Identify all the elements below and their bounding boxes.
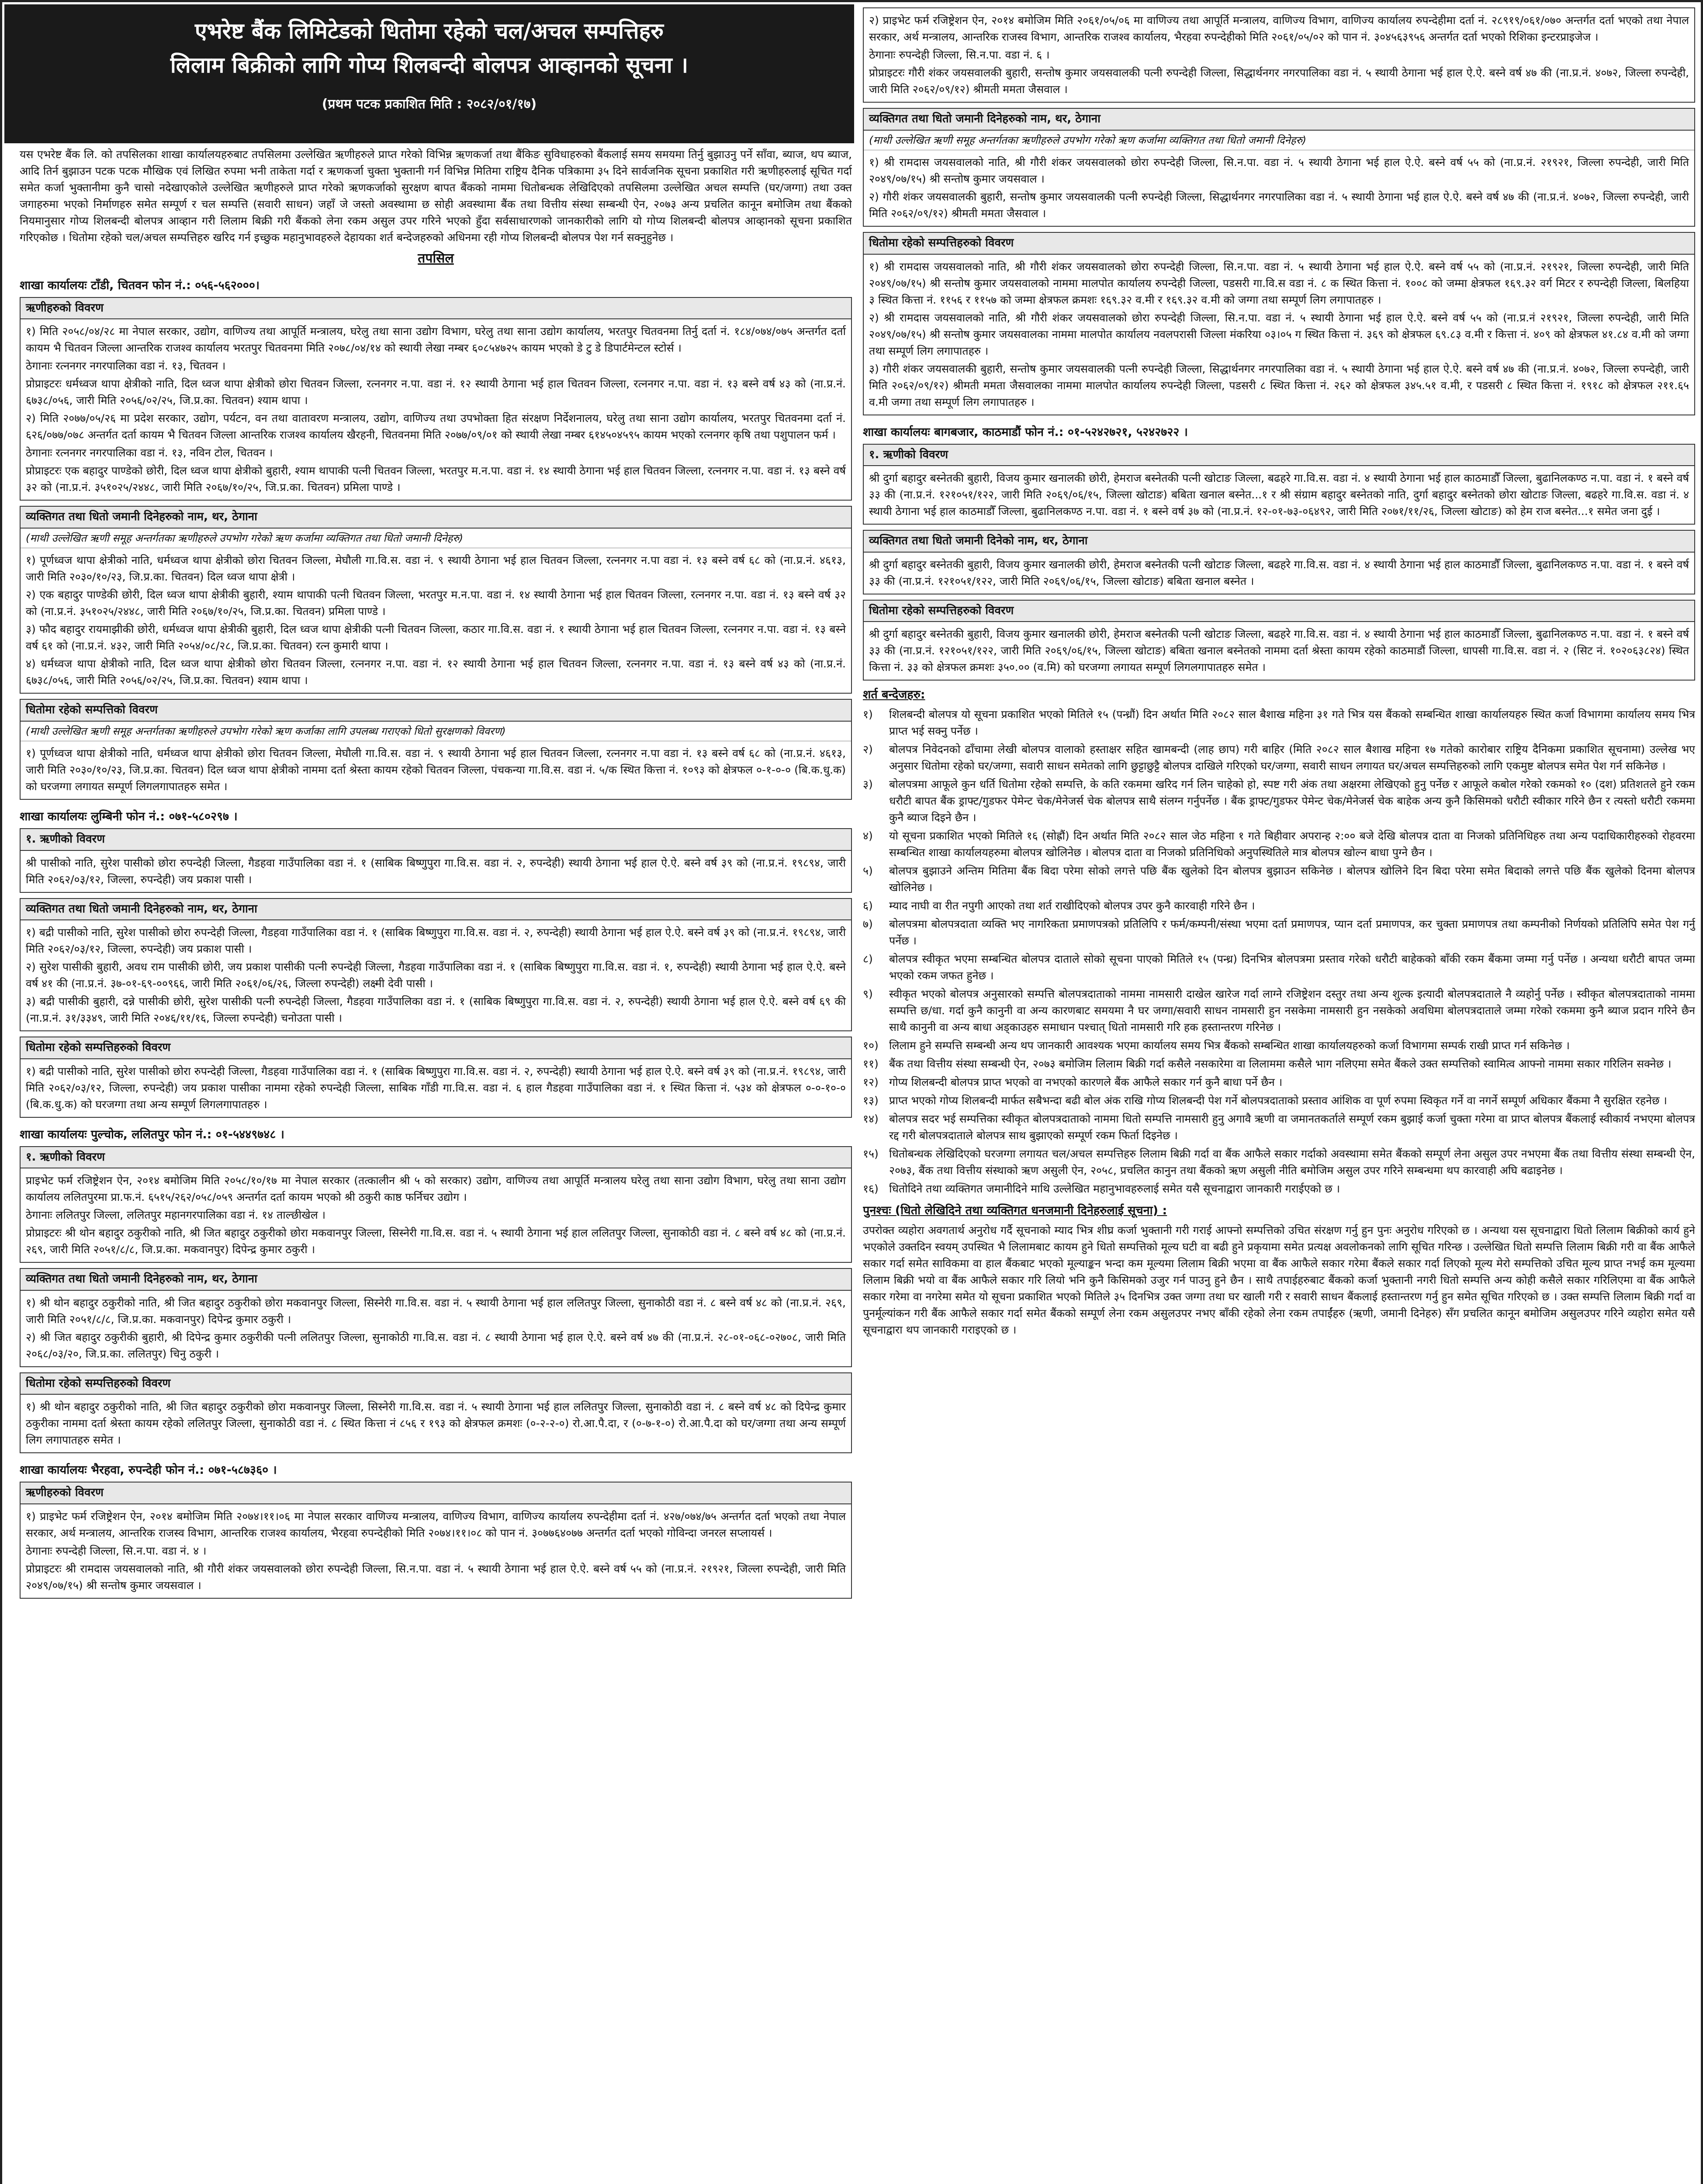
condition-text: बोलपत्र निवेदनको ढाँचामा लेखी बोलपत्र वालाको हस्ताक्षर सहित खामबन्दी (लाह छाप) गरी बाहिर (मिति २०८२ साल बैशाख महिना १७ गतेको कारोबार राष्ट्रिय दैनिकमा प्रकाशित सूचनामा) उल्लेख भए अनुसार धितोमा रहेको घर/जग्गा, सवारी साधन समेतको लागि छुट्टाछुट्टै बोलपत्र दाखिले गरिएको घर/जग्गा, सवारी साधन लगायत घर/अचल सम्पत्तिहरुको लागि एकमुष्ट बोलपत्र समेत पेश गर्न सकिनेछ । bbox=[889, 743, 1695, 773]
guarantor-box bbox=[863, 530, 1695, 594]
condition-item bbox=[863, 741, 1695, 774]
list-item: प्रोप्राइटरः गौरी शंकर जयसवालकी बुहारी, सन्तोष कुमार जयसवालकी पत्नी रुपन्देही जिल्ला, सिद्धार्थनगर नगरपालिका वडा नं. ५ स्थायी ठेगाना भई हाल ऐ.ऐ. बस्ने वर्ष ४७ की (ना.प्र.नं. ४०७२, जिल्ला रुपन्देही, जारी मिति २०६२/०९/१२) श्रीमती ममता जैसवाल । bbox=[869, 66, 1689, 96]
list-item: १) श्री रामदास जयसवालको नाति, श्री गौरी शंकर जयसवालको छोरा रुपन्देही जिल्ला, सि.न.पा. वडा नं. ५ स्थायी ठेगाना भई हाल ऐ.ऐ. बस्ने वर्ष ५५ को (ना.प्र.नं. २१९२१, जिल्ला रुपन्देही, जारी मिति २०४९/०७/१५) श्री सन्तोष कुमार जयसवालको नाममा मालपोत कार्यालय रुपन्देही जिल्ला, पडसरी गा.वि.स वडा नं. ८ क स्थित कित्ता नं. १००८ को जम्मा क्षेत्रफल १६९.३२ वर्ग मिटर र रुपन्देही जिल्ला, बिलहिया ३ स्थित कित्ता नं. ११५६ र ११५७ को जम्मा क्षेत्रफल क्रमशः १६९.३२ व.मी र १६९.३२ व.मी को जग्गा तथा सम्पूर्ण लिग लगापातहरु । bbox=[869, 260, 1689, 306]
condition-item bbox=[863, 1056, 1695, 1072]
list-item: प्रोप्राइटरः श्री थोन बहादुर ठकुरीको नाति, श्री जित बहादुर ठकुरीको छोरा मकवानपुर जिल्ला, सिस्नेरी गा.वि.स. वडा नं. ५ स्थायी ठेगाना भई हाल ललितपुर जिल्ला, सुनाकोठी वडा नं. ८ बस्ने वर्ष ४८ को (ना.प्र.नं. २६९, जारी मिति २०५१/८/८, जि.प्र.का. मकवानपुर) दिपेन्द्र कुमार ठकुरी । bbox=[26, 1227, 846, 1256]
list-item: २) श्री रामदास जयसवालको नाति, श्री गौरी शंकर जयसवालको छोरा रुपन्देही जिल्ला, सि.न.पा. वडा नं. ५ स्थायी ठेगाना भई हाल ऐ.ऐ. बस्ने वर्ष ५५ को (ना.प्र.नं २१९२१, जिल्ला रुपन्देही, जारी मिति २०४९/०७/१५) श्री सन्तोष कुमार जयसवालका नाममा मालपोत कार्यालय नवलपरासी जिल्ला मंकरिया ०३।०५ ग स्थित कित्ता नं. ३६९ को क्षेत्रफल ६९.८३ व.मी र कित्ता नं. ४०९ को क्षेत्रफल ४१.८४ व.मी को जग्गा तथा सम्पूर्ण लिग लगापातहरु । bbox=[869, 311, 1689, 357]
guarantor-box bbox=[863, 108, 1695, 227]
list-item: प्रोप्राइटरः धर्मध्वज थापा क्षेत्रीको नाति, दिल ध्वज थापा क्षेत्रीको छोरा चितवन जिल्ला, रत्ननगर न.पा. वडा नं. १२ स्थायी ठेगाना भई हाल चितवन जिल्ला, रत्ननगर न.पा. वडा नं. १३ बस्ने वर्ष ४३ को (ना.प्र.नं. ६७३८/०५६, जारी मिति २०५६/०२/२५, जि.प्र.का. चितवन) श्याम थापा । bbox=[26, 377, 846, 407]
final-note-heading: पुनश्चः (धितो लेखिदिने तथा व्यक्तिगत धनजमानी दिनेहरुलाई सूचना) : bbox=[863, 1204, 1167, 1218]
borrower-box bbox=[20, 297, 852, 501]
condition-text: लिलाम हुने सम्पत्ति सम्बन्धी अन्य थप जानकारी आवश्यक भएमा कार्यालय समय भित्र बैंकको सम्बन्धित शाखा कार्यालयहरुको कर्जा विभागमा सम्पर्क राखी प्राप्त गर्न सकिनेछ । bbox=[889, 1039, 1570, 1052]
box-note: (माथी उल्लेखित ऋणी समूह अन्तर्गतका ऋणीहरुले उपभोग गरेको ऋण कर्जाका लागि उपलब्ध गराएको धितो सुरक्षणको विवरण) bbox=[21, 722, 851, 741]
box-heading: ऋणीहरुको विवरण bbox=[21, 298, 851, 320]
list-item: १) पूर्णध्वज थापा क्षेत्रीको नाति, धर्मध्वज थापा क्षेत्रीको छोरा चितवन जिल्ला, मेघौली गा.वि.स. वडा नं. ९ स्थायी ठेगाना भई हाल चितवन जिल्ला, रत्ननगर न.पा वडा नं. १३ बस्ने वर्ष ६८ को (ना.प्र.नं. ४६१३, जारी मिति २०३०/१०/२३, जि.प्र.का. चितवन) दिल ध्वज थापा क्षेत्री । bbox=[26, 554, 846, 584]
condition-text: बैंक तथा वित्तीय संस्था सम्बन्धी ऐन, २०७३ बमोजिम लिलाम बिक्री गर्दा कसैले नसकारेमा वा लिलाममा कसैले भाग नलिएमा समेत बैंकले उक्त सम्पत्तिको स्वामित्व आफ्नो नाममा सकार गरिलिन सक्नेछ । bbox=[889, 1057, 1672, 1071]
list-item: प्रोप्राइटरः श्री रामदास जयसवालको नाति, श्री गौरी शंकर जयसवालको छोरा रुपन्देही जिल्ला, सि.न.पा. वडा नं. ५ स्थायी ठेगाना भई हाल ऐ.ऐ. बस्ने वर्ष ५५ को (ना.प्र.नं. २१९२१, जिल्ला रुपन्देही, जारी मिति २०४९/०७/१५) श्री सन्तोष कुमार जयसवाल । bbox=[26, 1562, 846, 1592]
list-item: ३) फौद बहादुर रायमाझीकी छोरी, धर्मध्वज थापा क्षेत्रीकी बुहारी, दिल ध्वज थापा क्षेत्रीकी पत्नी चितवन जिल्ला, कठार गा.वि.स. वडा नं. १ स्थायी ठेगाना भई हाल चितवन जिल्ला, रत्ननगर न.पा. वडा नं. १३ बस्ने वर्ष ६१ को (ना.प्र.नं. ४३२, जारी मिति २०५४/०८/२८, जि.प्र.का. चितवन) रत्न कुमारी थापा । bbox=[26, 623, 846, 653]
list-item: १) श्री रामदास जयसवालको नाति, श्री गौरी शंकर जयसवालको छोरा रुपन्देही जिल्ला, सि.न.पा. वडा नं. ५ स्थायी ठेगाना भई हाल ऐ.ऐ. बस्ने वर्ष ५५ को (ना.प्र.नं. २१९२१, जिल्ला रुपन्देही, जारी मिति २०४९/०७/१५) श्री सन्तोष कुमार जयसवाल । bbox=[869, 156, 1689, 185]
box-heading: व्यक्तिगत तथा धितो जमानी दिनेहरुको नाम, थर, ठेगाना bbox=[21, 1269, 851, 1291]
condition-number: ११) bbox=[863, 1057, 879, 1071]
condition-text: बोलपत्र बुझाउने अन्तिम मितिमा बैंक बिदा परेमा सोको लगत्ते पछि बैंक खुलेको दिन बोलपत्र बुझाउन सकिनेछ । बोलपत्र खोलिने दिन बिदा परेमा समेत बिदाको लगत्ते पछि बैंक खुलेको दिनमा बोलपत्र खोलिनेछ । bbox=[889, 864, 1695, 894]
list-item: १) बद्री पासीको नाति, सुरेश पासीको छोरा रुपन्देही जिल्ला, गैडहवा गाउँपालिका वडा नं. १ (साबिक बिष्णुपुरा गा.वि.स. वडा नं. २, रुपन्देही) स्थायी ठेगाना भई हाल ऐ.ऐ. बस्ने वर्ष ३९ को (ना.प्र.नं. १९८९४, जारी मिति २०६२/०३/१२, जिल्ला, रुपन्देही) जय प्रकाश पासीका नाममा रहेको रुपन्देही जिल्ला, साबिक गाँडी गा.वि.स. वडा नं. ६ हाल गैडहवा गाउँपालिका वडा नं. १ स्थित कित्ता नं. ५३४ को क्षेत्रफल ०-०-१०-० (बि.क.धु.क) को घरजग्गा तथा अन्य सम्पूर्ण लिगलगापातहरु । bbox=[26, 1064, 846, 1111]
list-item: १) मिति २०५८/०४/२८ मा नेपाल सरकार, उद्योग, वाणिज्य तथा आपूर्ति मन्त्रालय, घरेलु तथा साना उद्योग विभाग, घरेलु तथा साना उद्योग कार्यालय, भरतपुर चितवनमा तिर्नु दर्ता नं. १८४/०७४/०७५ अन्तर्गत दर्ता कायम भै चितवन जिल्ला आन्तरिक राजश्व कार्यालय भरतपुर चितवनमा मिति २०७८/०४/१४ को स्थायी लेखा नम्बर ६०८५४७२५ कायम भएको डे टु डे डिपार्टमेन्टल स्टोर्स । bbox=[26, 325, 846, 355]
guarantor-box bbox=[20, 1268, 852, 1367]
condition-text: गोप्य शिलबन्दी बोलपत्र प्राप्त भएको वा नभएको कारणले बैंक आफैले सकार गर्न कुनै बाधा पर्ने छैन । bbox=[889, 1076, 1283, 1089]
condition-number: १६) bbox=[863, 1182, 879, 1196]
box-heading: व्यक्तिगत तथा धितो जमानी दिनेहरुको नाम, थर, ठेगाना bbox=[21, 899, 851, 921]
condition-text: यो सूचना प्रकाशित भएको मितिले १६ (सोह्रौं) दिन अर्थात मिति २०८२ साल जेठ महिना १ गते बिहीवार अपरान्ह २:०० बजे देखि बोलपत्र दाता वा निजको प्रतिनिधिहरु तथा अन्य पदाधिकारीहरुको रोहवरमा सम्बन्धित शाखा कार्यालयहरुमा बोलपत्र खोलिनेछ । बोलपत्र दाता वा निजको प्रतिनिधिको अनुपस्थितिले मात्र बोलपत्र खोल्न बाधा पुग्ने छैन । bbox=[889, 829, 1695, 859]
condition-text: बोलपत्रमा आफूले कुन धर्ति धितोमा रहेको सम्पत्ति, के कति रकममा खरिद गर्न लिन चाहेको हो, स्पष्ट गरी अंक तथा अक्षरमा लेखिएको हुनु पर्नेछ र आफूले कबोल गरेको रकमको १० (दश) प्रतिशतले हुने रकम धरौटी बापत बैंक ड्राफ्ट/गुडफर पेमेन्ट चेक/मेनेजर्स चेक बोलपत्र साथै संलग्न गर्नुपर्नेछ । बैंक ड्राफ्ट/गुडफर पेमेन्ट चेक/मेनेजर्स चेक बाहेक अन्य कुनै किसिमको धरौटी स्वीकार गरिने छैन र त्यस्तो धरौटी रकममा कुनै ब्याज दिइने छैन । bbox=[889, 778, 1695, 824]
condition-text: बोलपत्र स्वीकृत भएमा सम्बन्धित बोलपत्र दाताले सोको सूचना पाएको मितिले १५ (पन्ध्र) दिनभित्र बोलपत्रमा प्रस्ताव गरेको धरौटी बाहेकको बाँकी रकम बैंकमा जम्मा गर्नु पर्नेछ । अन्यथा धरौटी बापत जम्मा भएको रकम जफत हुनेछ । bbox=[889, 953, 1695, 982]
condition-item bbox=[863, 776, 1695, 826]
list-item: ठेगानाः रत्ननगर नगरपालिका वडा नं. १३, चितवन । bbox=[26, 359, 226, 373]
borrower-box bbox=[20, 1482, 852, 1599]
condition-item bbox=[863, 1111, 1695, 1144]
tapsil-heading: तपसिल bbox=[418, 251, 454, 266]
list-item: श्री दुर्गा बहादुर बस्नेतकी बुहारी, विजय कुमार खनालकी छोरी, हेमराज बस्नेतकी पत्नी खोटाङ जिल्ला, बढहरे गा.वि.स. वडा नं. ४ स्थायी ठेगाना भई हाल काठमाडौँ जिल्ला, बुढानिलकण्ठ न.पा. वडा नं. १ बस्ने वर्ष ३३ की (ना.प्र.नं. १२१०५१/१२२, जारी मिति २०६९/०६/१५, जिल्ला खोटाङ) बबिता खनाल बस्नेत...१ र श्री संग्राम बहादुर बस्नेतको नाति, दुर्गा बहादुर बस्नेतको छोरा खोटाङ जिल्ला, बढहरे गा.वि.स. वडा नं. ४ स्थायी ठेगाना भई हाल काठमाडौँ जिल्ला, बुढानिलकण्ठ न.पा. वडा नं. १ बस्ने वर्ष ३७ को (ना.प्र.नं. १२-०१-७३-०६४९२, जारी मिति २०७१/११/२६, जिल्ला खोटाङ) को हेम राज बस्नेत...१ समेत जना दुई । bbox=[869, 472, 1689, 518]
condition-number: ९) bbox=[863, 988, 873, 1001]
condition-item bbox=[863, 951, 1695, 984]
condition-number: ८) bbox=[863, 953, 873, 966]
condition-number: ४) bbox=[863, 829, 873, 843]
list-item: ठेगानाः रुपन्देही जिल्ला, सि.न.पा. वडा नं. ६ । bbox=[869, 48, 1050, 61]
list-item: श्री पासीको नाति, सुरेश पासीको छोरा रुपन्देही जिल्ला, गैडहवा गाउँपालिका वडा नं. १ (साबिक बिष्णुपुरा गा.वि.स. वडा नं. २, रुपन्देही) स्थायी ठेगाना भई हाल ऐ.ऐ. बस्ने वर्ष ३९ को (ना.प्र.नं. १९८९४, जारी मिति २०६२/०३/१२, जिल्ला, रुपन्देही) जय प्रकाश पासी । bbox=[26, 856, 846, 886]
box-heading: व्यक्तिगत तथा धितो जमानी दिनेहरुको नाम, थर, ठेगाना bbox=[864, 109, 1694, 131]
conditions-heading: शर्त बन्देजहरु: bbox=[863, 688, 925, 702]
condition-item bbox=[863, 1181, 1695, 1197]
list-item: २) श्री जित बहादुर ठकुरीकी बुहारी, श्री दिपेन्द्र कुमार ठकुरीकी पत्नी ललितपुर जिल्ला, सुनाकोठी गा.वि.स. वडा नं. ८ स्थायी ठेगाना भई हाल ऐ.ऐ. बस्ने वर्ष ४७ की (ना.प्र.नं. २८-०१-०६८-०२७०८, जारी मिति २०६८/०३/२०, जि.प्र.का. ललितपुर) चिनु ठकुरी । bbox=[26, 1330, 846, 1360]
conditions-list bbox=[863, 706, 1695, 1197]
box-heading: व्यक्तिगत तथा धितो जमानी दिनेको नाम, थर, ठेगाना bbox=[864, 531, 1694, 553]
branch-title: शाखा कार्यालयः भैरहवा, रुपन्देही फोन नं.: ०७१-५८७३६० । bbox=[20, 1463, 277, 1477]
condition-item bbox=[863, 1074, 1695, 1091]
borrower-box bbox=[863, 444, 1695, 525]
list-item: १) श्री थोन बहादुर ठकुरीको नाति, श्री जित बहादुर ठकुरीको छोरा मकवानपुर जिल्ला, सिस्नेरी गा.वि.स. वडा नं. ५ स्थायी ठेगाना भई हाल ललितपुर जिल्ला, सुनाकोठी वडा नं. ८ बस्ने वर्ष ४८ को (ना.प्र.नं. २६९, जारी मिति २०५१/८/८, जि.प्र.का. मकवानपुर) दिपेन्द्र कुमार ठकुरी । bbox=[26, 1296, 846, 1326]
condition-number: १३) bbox=[863, 1094, 879, 1107]
box-heading: धितोमा रहेको सम्पत्तिहरुको विवरण bbox=[864, 233, 1694, 255]
list-item: १) पूर्णध्वज थापा क्षेत्रीको नाति, धर्मध्वज थापा क्षेत्रीको छोरा चितवन जिल्ला, मेघौली गा.वि.स. वडा नं. ९ स्थायी ठेगाना भई हाल चितवन जिल्ला, रत्ननगर न.पा वडा नं. १३ बस्ने वर्ष ६८ को (ना.प्र.नं. ४६१३, जारी मिति २०३०/१०/२३, जि.प्र.का. चितवन) दिल ध्वज थापा क्षेत्रीको नाममा दर्ता श्रेस्ता कायम रहेको चितवन जिल्ला, पंचकन्या गा.वि.स. वडा नं. ५/क स्थित कित्ता नं. १०९३ को क्षेत्रफल ०-१-०-० (बि.क.धु.क) को घरजग्गा लगायत सम्पूर्ण लिगलगापातहरु समेत । bbox=[26, 747, 846, 793]
condition-text: स्वीकृत भएको बोलपत्र अनुसारको सम्पत्ति बोलपत्रदाताको नाममा नामसारी दाखेल खारेज गर्दा लाग्ने रजिष्ट्रेशन दस्तुर तथा अन्य शुल्क इत्यादी बोलपत्रदाताले नै व्यहोर्नु पर्नेछ । स्वीकृत बोलपत्रदाताको नाममा सम्पत्ति छ/धा. गर्दा कुनै कानुनी वा अन्य कारणबाट समयमा नै घर जग्गा/सवारी साधन नामसारी हुन नसकेमा नामसारी हुन नसकेको अवधिमा बोलपत्रदाताले जम्मा गरेको रकममा कुनै ब्याज प्रदान गरिने छैन साथै कानुनी वा अन्य बाधा अड्काउहरु समाधान पश्चात् धितो नामसारी गरि हक हस्तान्तरण गरिनेछ । bbox=[889, 988, 1695, 1034]
condition-item bbox=[863, 1146, 1695, 1179]
condition-number: १०) bbox=[863, 1039, 879, 1052]
box-heading: धितोमा रहेको सम्पत्तिको विवरण bbox=[21, 700, 851, 722]
box-heading: धितोमा रहेको सम्पत्तिहरुको विवरण bbox=[864, 601, 1694, 622]
list-item: प्रोप्राइटरः एक बहादुर पाण्डेको छोरी, दिल ध्वज थापा क्षेत्रीको बुहारी, श्याम थापाकी पत्नी चितवन जिल्ला, भरतपुर म.न.पा. वडा नं. १४ स्थायी ठेगाना भई हाल चितवन जिल्ला, रत्ननगर न.पा. वडा नं. १३ बस्ने वर्ष ३२ को (ना.प्र.नं. ३५१०२५/२४४८, जारी मिति २०६७/१०/२५, जि.प्र.का. चितवन) प्रमिला पाण्डे । bbox=[26, 464, 846, 494]
list-item: २) मिति २०७७/०५/२६ मा प्रदेश सरकार, उद्योग, पर्यटन, वन तथा वातावरण मन्त्रालय, उद्योग, वाणिज्य तथा उपभोक्ता हित संरक्षण निर्देशनालय, घरेलु तथा साना उद्योग कार्यालय, भरतपुर चितवनमा दर्ता नं. ६२६/०७७/०७८ अन्तर्गत दर्ता कायम भै चितवन जिल्ला आन्तरिक राजश्व कार्यालय खैरहनी, चितवनमा मिति २०७७/०९/०१ को स्थायी लेखा नम्बर ६१४५०४५९५ कायम भएको रत्ननगर कृषि तथा पशुपालन फर्म । bbox=[26, 412, 846, 442]
right-column bbox=[863, 7, 1695, 2184]
list-item: ठेगानाः ललितपुर जिल्ला, ललितपुर महानगरपालिका वडा नं. १४ ताल्छीखेल । bbox=[26, 1209, 326, 1222]
box-heading: १. ऋणीको विवरण bbox=[21, 1147, 851, 1169]
branch-title: शाखा कार्यालयः टाँडी, चितवन फोन नं.: ०५६-५६२०००। bbox=[20, 278, 260, 292]
notice-header bbox=[4, 4, 854, 143]
borrower-box-continued bbox=[863, 7, 1695, 103]
condition-number: ६) bbox=[863, 899, 873, 912]
box-heading: १. ऋणीको विवरण bbox=[864, 445, 1694, 467]
condition-item bbox=[863, 1092, 1695, 1109]
list-item: ४) धर्मध्वज थापा क्षेत्रीको नाति, दिल ध्वज थापा क्षेत्रीको छोरा चितवन जिल्ला, रत्ननगर न.पा. वडा नं. १२ स्थायी ठेगाना भई हाल चितवन जिल्ला, रत्ननगर न.पा. वडा नं. १३ बस्ने वर्ष ४३ को (ना.प्र.नं. ६७३८/०५६, जारी मिति २०५६/०२/२५, जि.प्र.का. चितवन) श्याम थापा । bbox=[26, 657, 846, 687]
list-item: ३) गौरी शंकर जयसवालकी बुहारी, सन्तोष कुमार जयसवालकी पत्नी रुपन्देही जिल्ला, सिद्धार्थनगर नगरपालिका वडा नं. ५ स्थायी ठेगाना भई हाल ऐ.ऐ. बस्ने वर्ष ४७ की (ना.प्र.नं. ४०७२, जिल्ला रुपन्देही, जारी मिति २०६२/०९/१२) श्रीमती ममता जैसवालका नाममा मालपोत कार्यालय रुपन्देही जिल्ला, पडसरी ८ स्थित कित्ता नं. २६२ को क्षेत्रफल ३४५.५१ व.मी, र पडसरी ८ स्थित कित्ता नं. १९१८ को क्षेत्रफल २११.६५ व.मी जग्गा तथा सम्पूर्ण लिग लगापातहरु । bbox=[869, 362, 1689, 408]
condition-text: प्राप्त भएको गोप्य शिलबन्दी मार्फत सबैभन्दा बढी बोल अंक राखि गोप्य शिलबन्दी पेश गर्ने बोलपत्रदाताको प्रस्ताव आंशिक वा पूर्ण रुपमा स्विकृत गर्ने वा नगर्ने सम्पूर्ण अधिकार बैंकमा नै सुरक्षित रहनेछ । bbox=[889, 1094, 1667, 1107]
condition-item bbox=[863, 706, 1695, 740]
box-heading: व्यक्तिगत तथा धितो जमानी दिनेहरुको नाम, थर, ठेगाना bbox=[21, 507, 851, 529]
box-heading: धितोमा रहेको सम्पत्तिहरुको विवरण bbox=[21, 1373, 851, 1395]
condition-number: १२) bbox=[863, 1076, 879, 1089]
condition-text: धितोदिने तथा व्यक्तिगत जमानीदिने माथि उल्लेखित महानुभावहरुलाई समेत यसै सूचनाद्वारा जानकारी गराईएको छ । bbox=[889, 1182, 1340, 1196]
collateral-box bbox=[20, 699, 852, 800]
branch-title: शाखा कार्यालयः बागबजार, काठमाडौं फोन नं.: ०१-५२४२७२१, ५२४२७२२ । bbox=[863, 425, 1188, 439]
list-item: प्राइभेट फर्म रजिष्ट्रेशन ऐन, २०१४ बमोजिम मिति २०५८/१०/१७ मा नेपाल सरकार (तत्कालीन श्री ५ को सरकार) उद्योग, वाणिज्य तथा आपूर्ति मन्त्रालय घरेलु तथा साना उद्योग विभाग, घरेलु तथा साना उद्योग कार्यालय ललितपुरमा प्रा.फ.नं. ६५१५/२६२/०५८/०५९ अन्तर्गत दर्ता कायम भएको श्री ठकुरी काष्ठ फर्निचर उद्योग । bbox=[26, 1174, 846, 1204]
box-heading: ऋणीहरुको विवरण bbox=[21, 1482, 851, 1504]
list-item: श्री दुर्गा बहादुर बस्नेतकी बुहारी, विजय कुमार खनालकी छोरी, हेमराज बस्नेतकी पत्नी खोटाङ जिल्ला, बढहरे गा.वि.स. वडा नं. ४ स्थायी ठेगाना भई हाल काठमाडौँ जिल्ला, बुढानिलकण्ठ न.पा. वडा नं. १ बस्ने वर्ष ३३ की (ना.प्र.नं. १२१०५१/१२२, जारी मिति २०६९/०६/१५, जिल्ला खोटाङ) बबिता खनाल बस्नेतको नाममा दर्ता श्रेस्ता कायम रहेको काठमाडौं जिल्ला, धापसी गा.वि.स. वडा नं. २ (सिट नं. १०२०६३८२४) स्थित कित्ता नं. ३३ को क्षेत्रफल क्रमशः ३५०.०० (व.मि) को घरजग्गा लगायत सम्पूर्ण लिगलगापातहरु समेत । bbox=[869, 628, 1689, 674]
borrower-box bbox=[20, 828, 852, 893]
condition-item bbox=[863, 863, 1695, 896]
condition-number: ३) bbox=[863, 778, 873, 791]
condition-number: १४) bbox=[863, 1113, 879, 1126]
publish-date: (प्रथम पटक प्रकाशित मिति : २०८२/०१/१७) bbox=[322, 97, 537, 112]
collateral-box bbox=[863, 600, 1695, 681]
condition-number: १५) bbox=[863, 1147, 879, 1161]
condition-text: धितोबन्धक लेखिदिएको घरजग्गा लगायत चल/अचल सम्पत्तिहरु लिलाम बिक्री गर्दा वा बैंक आफैले सकार गर्दाको अवस्थामा समेत बैंकको सम्पूर्ण लेना असुल उपर नभएमा बैंक तथा वित्तीय संस्था सम्बन्धी ऐन, २०७३, बैंक तथा वित्तीय संस्थाको ऋण असुली ऐन, २०५८, प्रचलित कानुन तथा बैंकको ऋण असुली नीति बमोजिम असुल उपर गरिने सम्बन्धमा थप कारवाही अघि बढाइनेछ । bbox=[889, 1147, 1695, 1177]
collateral-box bbox=[20, 1037, 852, 1118]
list-item: ठेगानाः रुपन्देही जिल्ला, सि.न.पा. वडा नं. ४ । bbox=[26, 1544, 207, 1557]
condition-text: शिलबन्दी बोलपत्र यो सूचना प्रकाशित भएको मितिले १५ (पन्ध्रौं) दिन अर्थात मिति २०८२ साल बैशाख महिना ३१ गते भित्र यस बैंकको सम्बन्धित शाखा कार्यालयहरु स्थित कर्जा विभागमा कार्यालय समय भित्र प्राप्त भई सक्नु पर्नेछ । bbox=[889, 708, 1695, 738]
borrower-box bbox=[20, 1146, 852, 1263]
branch-title: शाखा कार्यालयः लुम्बिनी फोन नं.: ०७१-५८०२९७ । bbox=[20, 810, 238, 824]
collateral-box bbox=[863, 232, 1695, 415]
condition-text: बोलपत्रमा बोलपत्रदाता व्यक्ति भए नागरिकता प्रमाणपत्रको प्रतिलिपि र फर्म/कम्पनी/संस्था भएमा दर्ता प्रमाणपत्र, प्यान दर्ता प्रमाणपत्र, कर चुक्ता प्रमाणपत्र तथा कम्पनीको निर्णयको प्रतिलिपि समेत पेश गर्नु पर्नेछ । bbox=[889, 918, 1695, 947]
guarantor-box bbox=[20, 506, 852, 694]
box-note: (माथी उल्लेखित ऋणी समूह अन्तर्गतका ऋणीहरुले उपभोग गरेको ऋण कर्जामा व्यक्तिगत तथा धितो जमानी दिनेहरु) bbox=[864, 131, 1694, 150]
list-item: ठेगानाः रत्ननगर नगरपालिका वडा नं. १३, नविन टोल, चितवन । bbox=[26, 446, 273, 460]
box-heading: १. ऋणीको विवरण bbox=[21, 829, 851, 851]
guarantor-box bbox=[20, 898, 852, 1032]
list-item: १) श्री थोन बहादुर ठकुरीको नाति, श्री जित बहादुर ठकुरीको छोरा मकवानपुर जिल्ला, सिस्नेरी गा.वि.स. वडा नं. ५ स्थायी ठेगाना भई हाल ललितपुर जिल्ला, सुनाकोठी वडा नं. ८ बस्ने वर्ष ४८ को दिपेन्द्र कुमार ठकुरीका नाममा दर्ता श्रेस्ता कायम रहेको ललितपुर जिल्ला, सुनाकोठी वडा नं. ८ स्थित कित्ता नं ८५६ र १९३ को क्षेत्रफल क्रमशः (०-२-२-०) रो.आ.पै.दा, र (०-७-१-०) रो.आ.पै.दा को घर/जग्गा तथा अन्य सम्पूर्ण लिग लगापातहरु समेत । bbox=[26, 1400, 846, 1447]
list-item: २) गौरी शंकर जयसवालकी बुहारी, सन्तोष कुमार जयसवालकी पत्नी रुपन्देही जिल्ला, सिद्धार्थनगर नगरपालिका वडा नं. ५ स्थायी ठेगाना भई हाल ऐ.ऐ. बस्ने वर्ष ४७ की (ना.प्र.नं. ४०७२, जिल्ला रुपन्देही, जारी मिति २०६२/०९/१२) श्रीमती ममता जैसवाल । bbox=[869, 190, 1689, 220]
condition-text: बोलपत्र सदर भई सम्पत्तिका स्वीकृत बोलपत्रदाताको नाममा धितो सम्पत्ति नामसारी हुनु अगावै ऋणी वा जमानतकर्ताले सम्पूर्ण रकम बुझाई कर्जा चुक्ता गरेमा वा प्राप्त बोलपत्र बैंकलाई स्वीकार्य नभएमा बोलपत्र रद्द गरी बोलपत्रदाताले बोलपत्र साथ बुझाएको सम्पूर्ण रकम फिर्ता दिइनेछ । bbox=[889, 1113, 1695, 1142]
condition-number: २) bbox=[863, 743, 873, 756]
condition-item bbox=[863, 986, 1695, 1036]
notice-title-line2: लिलाम बिक्रीको लागि गोप्य शिलबन्दी बोलपत्र आव्हानको सूचना । bbox=[170, 52, 689, 78]
branch-title: शाखा कार्यालयः पुल्चोक, ललितपुर फोन नं.: ०१-५४४९७४८ । bbox=[20, 1127, 285, 1141]
condition-item bbox=[863, 1037, 1695, 1054]
condition-item bbox=[863, 916, 1695, 949]
intro-paragraph: यस एभरेष्ट बैंक लि. को तपसिलका शाखा कार्यालयहरुबाट तपसिलमा उल्लेखित ऋणीहरुले प्राप्त गरेको विभिन्न ऋणकर्जा तथा बैंकिङ सुविधाहरुको बैंकलाई समय समयमा तिर्नु बुझाउनु पर्ने साँवा, ब्याज, थप ब्याज, आदि तिर्न बुझाउन पटक पटक मौखिक एवं लिखित रुपमा भनी ताकेता गर्दा र ऋणकर्जा चुक्ता भुक्तानी गर्न विभिन्न मितिमा राष्ट्रिय दैनिक पत्रिकामा ३५ दिने सार्वजनिक सूचना प्रकाशित गरी ऋणीहरुलाई सूचित गर्दा समेत कर्जा भुक्तानीमा कुनै चासो नदेखाएकोले उल्लेखित ऋणीहरुले प्राप्त गरेको ऋणकर्जाको सुरक्षण बापत बैंकको नाममा धितोबन्धक लेखिदिएको तपसिलमा उल्लेखित अचल सम्पत्ति (घर/जग्गा) तथा उक्त जगाहरुमा भएको निर्माणहरु समेत सम्पूर्ण र चल सम्पत्ति (सवारी साधन) जहाँ जे जस्तो अवस्थामा छ सोही अवस्थामा बैंक तथा वित्तीय संस्था सम्बन्धी ऐन, २०७३ अन्य प्रचलित कानून बमोजिम तथा बैंकको नियमानुसार गोप्य शिलबन्दी बोलपत्र आव्हान गरी लिलाम बिक्री गरी बैंकको लेना रकम असुल उपर गरिने भएको हुँदा सर्वसाधारणको जानकारीको लागि यो गोप्य शिलबन्दी बोलपत्र आव्हानको सूचना प्रकाशित गरिएकोछ । धितोमा रहेको चल/अचल सम्पत्तिहरु खरिद गर्न इच्छुक महानुभावहरुले देहायका शर्त बन्देजहरुको अधिनमा रही गोप्य शिलबन्दी बोलपत्र पेश गर्न सक्नुहुनेछ । bbox=[20, 148, 852, 244]
notice-title-line1: एभरेष्ट बैंक लिमिटेडको धितोमा रहेको चल/अचल सम्पत्तिहरु bbox=[194, 18, 664, 44]
condition-number: ५) bbox=[863, 864, 873, 878]
list-item: ३) बद्री पासीकी बुहारी, दन्ने पासीकी छोरी, सुरेश पासीकी पत्नी रुपन्देही जिल्ला, गैडहवा गाउँपालिका वडा नं. १ (साबिक बिष्णुपुरा गा.वि.स. वडा नं. २, रुपन्देही) स्थायी ठेगाना भई हाल ऐ.ऐ. बस्ने वर्ष ६९ की (ना.प्र.नं. ३१/३३४९, जारी मिति २०४६/११/१६, जिल्ला रुपन्देही) चनोउता पासी । bbox=[26, 995, 846, 1025]
list-item: २) एक बहादुर पाण्डेकी छोरी, दिल ध्वज थापा क्षेत्रीकी बुहारी, श्याम थापाकी पत्नी चितवन जिल्ला, भरतपुर म.न.पा. वडा नं. १४ स्थायी ठेगाना भई हाल चितवन जिल्ला, रत्ननगर न.पा. वडा नं. १३ बस्ने वर्ष ३२ को (ना.प्र.नं. ३५१०२५/२४४८, जारी मिति २०६७/१०/२५, जि.प्र.का. चितवन) प्रमिला पाण्डे । bbox=[26, 588, 846, 618]
box-note: (माथी उल्लेखित ऋणी समूह अन्तर्गतका ऋणीहरुले उपभोग गरेको ऋण कर्जामा व्यक्तिगत तथा धितो जमानी दिनेहरु) bbox=[21, 529, 851, 548]
collateral-box bbox=[20, 1372, 852, 1454]
condition-item bbox=[863, 898, 1695, 914]
list-item: श्री दुर्गा बहादुर बस्नेतकी बुहारी, विजय कुमार खनालकी छोरी, हेमराज बस्नेतकी पत्नी खोटाङ जिल्ला, बढहरे गा.वि.स. वडा नं. ४ स्थायी ठेगाना भई हाल काठमाडौँ जिल्ला, बुढानिलकण्ठ न.पा. वडा नं. १ बस्ने वर्ष ३३ की (ना.प्र.नं. १२१०५१/१२२, जारी मिति २०६९/०६/१५, जिल्ला खोटाङ) बबिता खनाल बस्नेत । bbox=[869, 558, 1689, 587]
final-note-text: उपरोक्त व्यहोरा अवगतार्थ अनुरोध गर्दै सूचनाको म्याद भित्र शीघ्र कर्जा भुक्तानी गरी गराई आफ्नो सम्पत्तिको उचित संरक्षण गर्नु हुन पुनः अनुरोध गरिएको छ । अन्यथा यस सूचनाद्वारा धितो लिलाम बिक्रीको कार्य हुने भएकोले उक्तदिन स्वयम् उपस्थित भै लिलामबाट कायम हुने धितो सम्पत्तिको मूल्य घटी वा बढी हुने प्रकृयामा समेत प्रत्यक्ष अवलोकनको लागि सूचित गरिन्छ । उल्लेखित धितो सम्पत्ति लिलाम बिक्री गरी वा बैंक आफैले सकार गर्दा समेत साविकमा वा हाल बैंकबाट भएको मूल्याङ्कन भन्दा कम मूल्यमा लिलाम बिक्री भएमा वा बैंक आफैले सकार गरेमा बैंकले सकार गर्दा लिएको मूल्य मेरो सम्पत्तिको उचित मूल्य प्राप्त नभई कम मूल्यमा लिलाम बिक्री भयो वा बैंक आफैले सकार गरि लियो भनि कुनै किसिमको उजुर गर्न पाउनु हुने छैन । साथै तपाईहरुबाट बैंकको कर्जा भुक्तानी नगरी धितो सम्पत्ति अन्य कोही कसैले सकार गरिलिएमा वा बैंक आफैले सकार गरेमा वा नगरेमा समेत यो सूचना प्रकाशित भएको मितिले ३५ दिनभित्र उक्त जग्गा तथा घर खाली गरी र सवारी साधन बैंकलाई हस्तान्तरण गर्नु हुन समेत सूचित गरिएको छ । उक्त सम्पत्ति लिलाम बिक्री गर्दा वा पुनर्मूल्यांकन गरी बैंक आफैले सकार गर्दा समेत बैंकको सम्पूर्ण लेना रकम असुलउपर नभए बाँकी रहेको लेना रकम तपाईंहरु (ऋणी, जमानी दिनेहरु) सँग प्रचलित कानून बमोजिम असुलउपर गरिने व्यहोरा समेत यसै सूचनाद्वारा थप जानकारी गराइएको छ । bbox=[863, 1224, 1695, 1337]
box-heading: धितोमा रहेको सम्पत्तिहरुको विवरण bbox=[21, 1037, 851, 1059]
condition-item bbox=[863, 828, 1695, 861]
condition-number: ७) bbox=[863, 918, 873, 931]
list-item: २) प्राइभेट फर्म रजिष्ट्रेशन ऐन, २०१४ बमोजिम मिति २०६१/०५/०६ मा वाणिज्य तथा आपूर्ति मन्त्रालय, वाणिज्य विभाग, वाणिज्य कार्यालय रुपन्देहीमा दर्ता नं. २८९१९/०६१/०७० अन्तर्गत दर्ता भएको तथा नेपाल सरकार, अर्थ मन्त्रालय, आन्तरिक राजस्व विभाग, आन्तरिक राजश्व कार्यालय, भैरहवा रुपन्देहीको मिति २०६१/०५/०२ को पान नं. ३०४५६३९५६ अन्तर्गत दर्ता भएको रिशिका इन्टरप्राइजेज । bbox=[869, 14, 1689, 43]
list-item: २) सुरेश पासीकी बुहारी, अवध राम पासीकी छोरी, जय प्रकाश पासीकी पत्नी रुपन्देही जिल्ला, गैडहवा गाउँपालिका वडा नं. १ (साबिक बिष्णुपुरा गा.वि.स. वडा नं. १, रुपन्देही) स्थायी ठेगाना भई हाल ऐ.ऐ. बस्ने वर्ष ४१ की (ना.प्र.नं. ३७-०१-६९-००९६६, जारी मिति २०६१/०६/२६, जिल्ला रुपन्देही) लक्ष्मी देवी पासी । bbox=[26, 961, 846, 990]
condition-number: १) bbox=[863, 708, 873, 721]
left-column bbox=[20, 146, 852, 2184]
condition-text: म्याद नाघी वा रीत नपुगी आएको तथा शर्त राखीदिएको बोलपत्र उपर कुनै कारवाही गरिने छैन । bbox=[889, 899, 1255, 912]
list-item: १) प्राइभेट फर्म रजिष्ट्रेशन ऐन, २०१४ बमोजिम मिति २०७४।११।०६ मा नेपाल सरकार वाणिज्य मन्त्रालय, वाणिज्य विभाग, वाणिज्य कार्यालय रुपन्देहीमा दर्ता नं. ४२७/०७४/७५ अन्तर्गत दर्ता भएको तथा नेपाल सरकार, अर्थ मन्त्रालय, आन्तरिक राजस्व विभाग, आन्तरिक राजश्व कार्यालय, भैरहवा रुपन्देहीको मिति २०७४।११।०८ को पान नं. ३०७७६४०७७ अन्तर्गत दर्ता भएको गोविन्दा जनरल सप्लायर्स । bbox=[26, 1510, 846, 1539]
list-item: १) बद्री पासीको नाति, सुरेश पासीको छोरा रुपन्देही जिल्ला, गैडहवा गाउँपालिका वडा नं. १ (साबिक बिष्णुपुरा गा.वि.स. वडा नं. २, रुपन्देही) स्थायी ठेगाना भई हाल ऐ.ऐ. बस्ने वर्ष ३९ को (ना.प्र.नं. १९८९४, जारी मिति २०६२/०३/१२, जिल्ला, रुपन्देही) जय प्रकाश पासी । bbox=[26, 926, 846, 956]
